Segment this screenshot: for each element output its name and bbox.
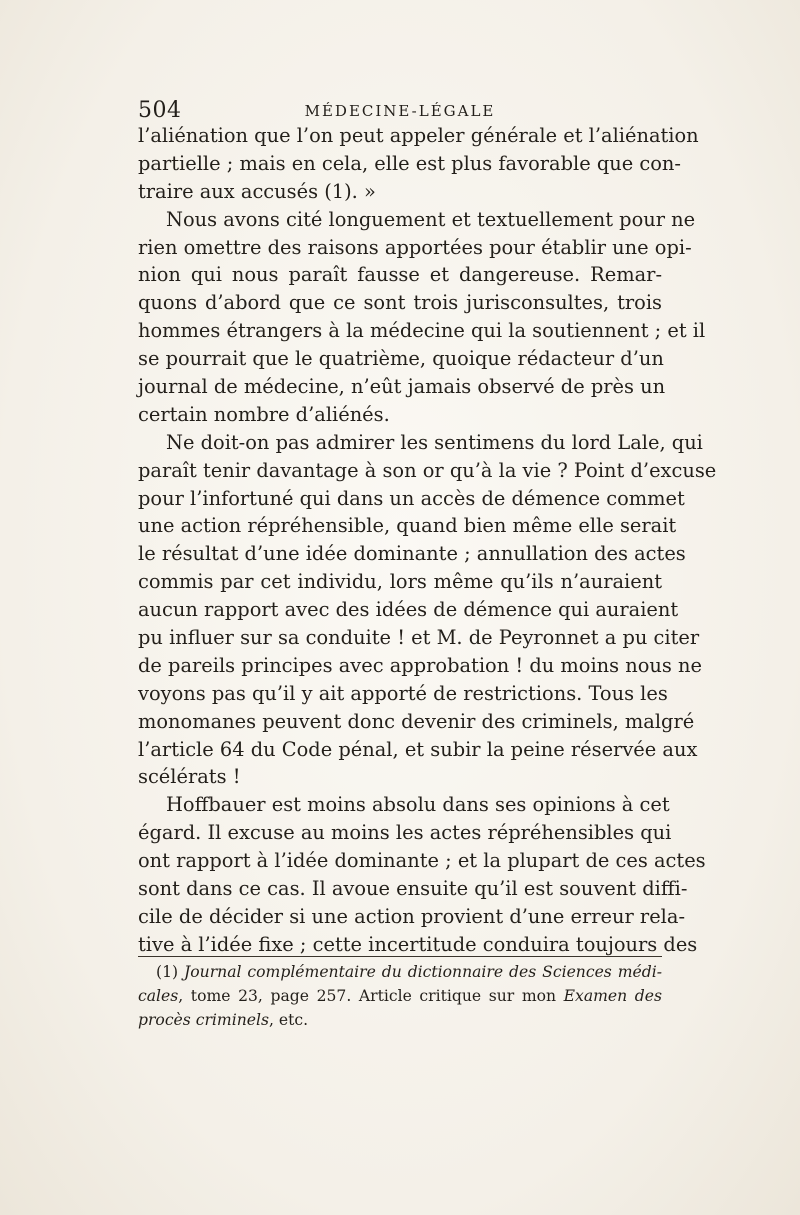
body-text xyxy=(138,122,717,959)
footnote-work-title: Examen des xyxy=(563,987,662,1005)
text-line: Hoffbauer est moins absolu dans ses opinions à cet xyxy=(166,793,670,817)
text-line: certain nombre d’aliénés. xyxy=(138,402,390,426)
text-line: quons d’abord que ce sont trois jurisconsultes, trois xyxy=(138,291,662,315)
text-line: égard. Il excuse au moins les actes répréhensibles qui xyxy=(138,821,672,845)
text-line: hommes étrangers à la médecine qui la soutiennent ; et il xyxy=(138,319,706,343)
footnote-title: Journal complémentaire du dictionnaire des Sciences médi- xyxy=(184,963,662,981)
text-line: voyons pas qu’il y ait apporté de restrictions. Tous les xyxy=(138,681,668,705)
footnote-divider xyxy=(138,956,662,957)
footnote-work-title-end: procès criminels xyxy=(138,1011,269,1029)
text-line: rien omettre des raisons apportées pour établir une opi- xyxy=(138,235,692,259)
text-line: ont rapport à l’idée dominante ; et la plupart de ces actes xyxy=(138,849,706,873)
text-line: se pourrait que le quatrième, quoique rédacteur d’un xyxy=(138,347,664,371)
page-header xyxy=(138,98,662,124)
text-line: Ne doit-on pas admirer les sentimens du lord Lale, qui xyxy=(166,430,703,454)
footnote-citation: , tome 23, page 257. Article critique sur mon xyxy=(178,987,564,1005)
footnote-marker: (1) xyxy=(156,963,179,981)
text-line: Nous avons cité longuement et textuellement pour ne xyxy=(166,207,696,231)
footnote-title-end: cales xyxy=(138,987,179,1005)
text-line: pu influer sur sa conduite ! et M. de Peyronnet a pu citer xyxy=(138,626,700,650)
footnote-line xyxy=(138,1008,662,1032)
text-line: scélérats ! xyxy=(138,765,241,789)
text-line: journal de médecine, n’eût jamais observé de près un xyxy=(138,375,666,399)
text-line: tive à l’idée fixe ; cette incertitude conduira toujours des xyxy=(138,932,698,956)
text-line: aucun rapport avec des idées de démence qui auraient xyxy=(138,598,679,622)
text-line: monomanes peuvent donc devenir des criminels, malgré xyxy=(138,709,695,733)
text-line: pour l’infortuné qui dans un accès de démence commet xyxy=(138,486,685,510)
text-line: de pareils principes avec approbation ! du moins nous ne xyxy=(138,653,702,677)
footnote-etc: , etc. xyxy=(268,1011,309,1029)
text-line: paraît tenir davantage à son or qu’à la vie ? Point d’excuse xyxy=(138,458,717,482)
footnote-line xyxy=(138,984,662,1008)
text-line: une action répréhensible, quand bien même elle serait xyxy=(138,514,677,538)
text-line: l’article 64 du Code pénal, et subir la peine réservée aux xyxy=(138,737,698,761)
text-line: traire aux accusés (1). » xyxy=(138,179,376,203)
text-line: l’aliénation que l’on peut appeler générale et l’aliénation xyxy=(138,124,699,147)
text-line: partielle ; mais en cela, elle est plus favorable que con- xyxy=(138,151,681,175)
text-line: le résultat d’une idée dominante ; annullation des actes xyxy=(138,542,686,566)
footnote xyxy=(138,960,662,1032)
running-title: MÉDECINE-LÉGALE xyxy=(304,102,496,120)
text-line: sont dans ce cas. Il avoue ensuite qu’il est souvent diffi- xyxy=(138,877,688,901)
footnote-line xyxy=(138,960,662,984)
text-line: nion qui nous paraît fausse et dangereuse. Remar- xyxy=(138,263,662,287)
page-number: 504 xyxy=(138,98,182,123)
text-line: commis par cet individu, lors même qu’ils n’auraient xyxy=(138,570,662,594)
text-line: cile de décider si une action provient d’une erreur rela- xyxy=(138,904,685,928)
